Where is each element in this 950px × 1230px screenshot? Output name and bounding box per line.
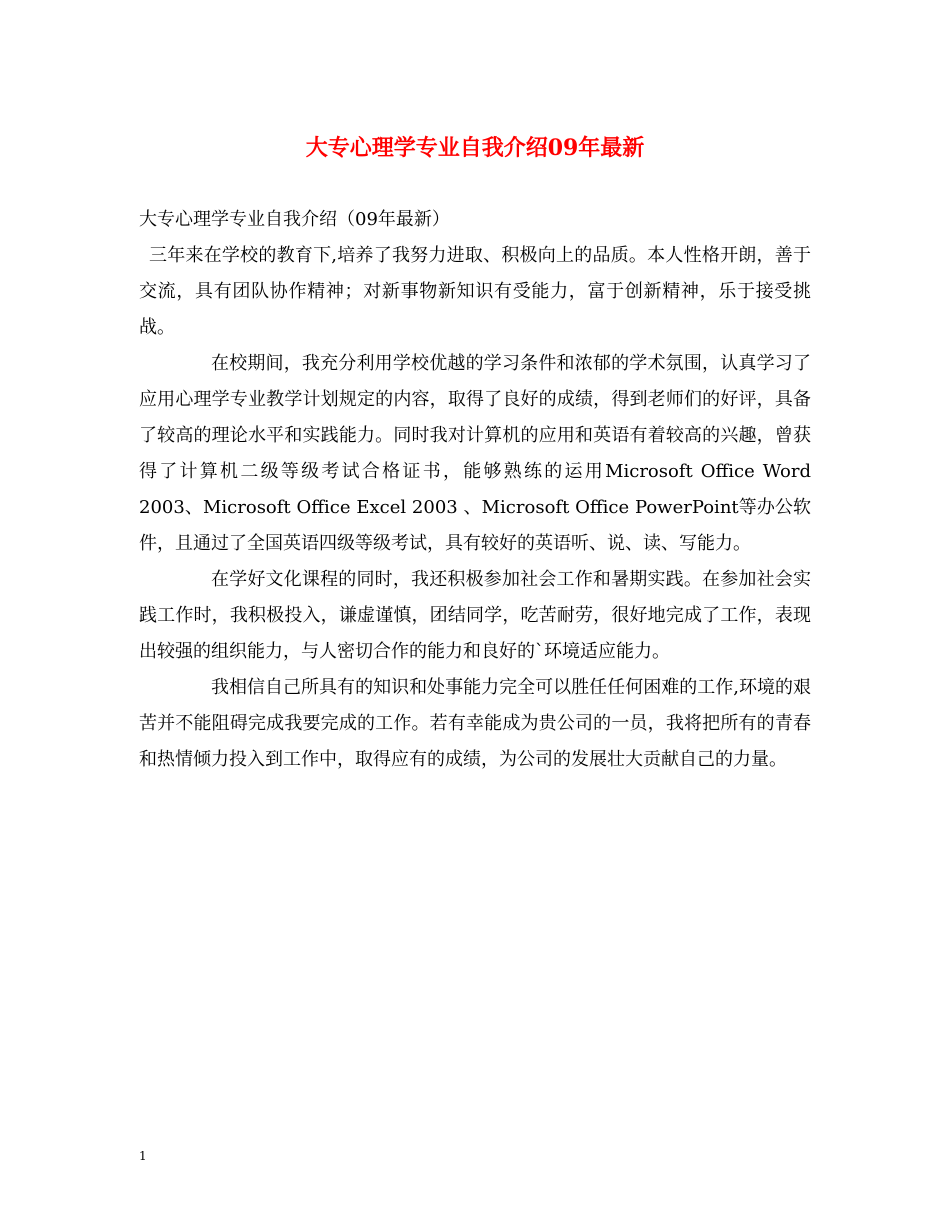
paragraph-study: 在校期间，我充分利用学校优越的学习条件和浓郁的学术氛围，认真学习了应用心理学专业教学计划规定的内容，取得了良好的成绩，得到老师们的好评，具备了较高的理论水平和实践能力。同时我对计算机的应用和英语有着较高的兴趣，曾获得了计算机二级等级考试合格证书，能够熟练的运用Microsoft Office Word 2003、Microsoft Office Excel 2003 、Microsoft Office PowerPoint等办公软件，且通过了全国英语四级等级考试，具有较好的英语听、说、读、写能力。 [139, 353, 811, 554]
paragraph-practice: 在学好文化课程的同时，我还积极参加社会工作和暑期实践。在参加社会实践工作时，我积极投入，谦虚谨慎，团结同学，吃苦耐劳，很好地完成了工作，表现出较强的组织能力，与人密切合作的能力和良好的`环境适应能力。 [139, 569, 811, 662]
paragraph-intro: 三年来在学校的教育下,培养了我努力进取、积极向上的品质。本人性格开朗，善于交流，具有团队协作精神；对新事物新知识有受能力，富于创新精神，乐于接受挑战。 [139, 245, 811, 338]
page-number: 1 [139, 1149, 147, 1163]
paragraph-conclusion: 我相信自己所具有的知识和处事能力完全可以胜任任何困难的工作,环境的艰苦并不能阻碍完成我要完成的工作。若有幸能成为贵公司的一员，我将把所有的青春和热情倾力投入到工作中，取得应有的成绩，为公司的发展壮大贡献自己的力量。 [139, 677, 811, 770]
document-title: 大专心理学专业自我介绍09年最新 [305, 135, 645, 161]
document-body [139, 202, 811, 778]
document-subtitle: 大专心理学专业自我介绍（09年最新） [139, 209, 450, 230]
